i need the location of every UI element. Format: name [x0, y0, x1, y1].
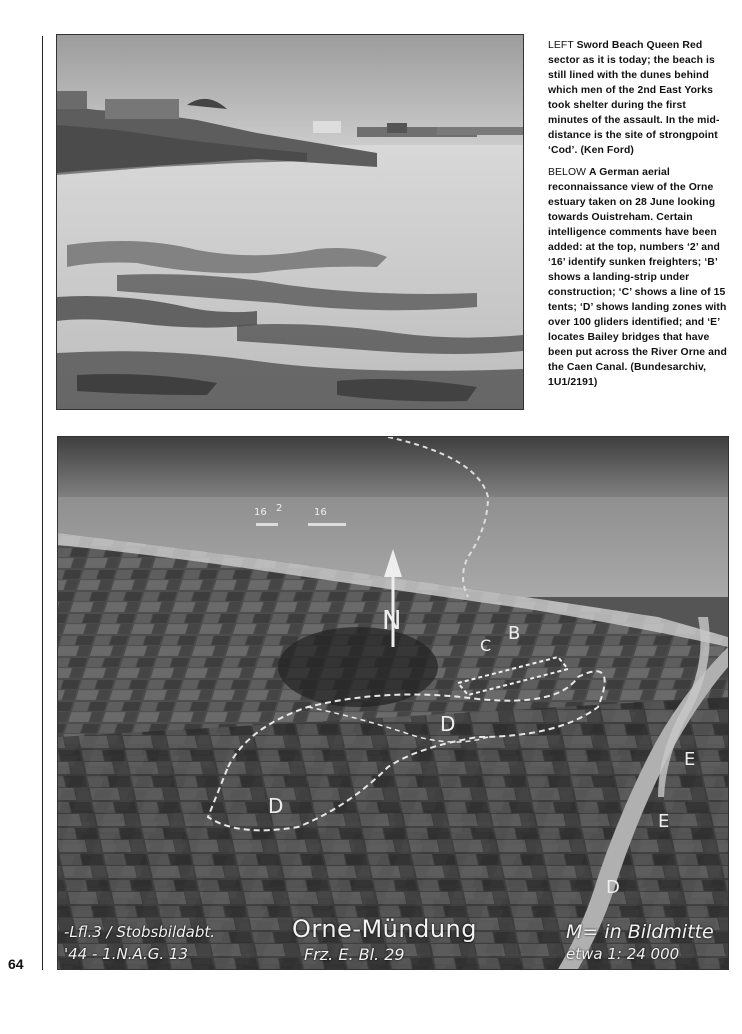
zone-label-c: C — [480, 636, 492, 655]
stamp-middle-line1: Orne-Mündung — [292, 915, 477, 943]
zone-label-d: D — [606, 877, 620, 898]
zone-label-e: E — [658, 811, 670, 832]
caption-text: A German aerial reconnaissance view of the Orne estuary taken on 28 June looking towards Ouistreham. Certain intelligence comments have been added: at the top, numbers ‘2’ and ‘16’ identify sunken freighters; ‘B’ shows a landing-strip under construction; ‘C’ shows a line of 15 tents; ‘D’ shows landing zones with over 100 gliders identified; and ‘E’ locates Bailey bridges that have been put across the River Orne and the Caen Canal. (Bundesarchiv, 1U1/2191) — [548, 167, 727, 388]
caption-text: Sword Beach Queen Red sector as it is today; the beach is still lined with the dunes behind which men of the 2nd East Yorks took shelter during the first minutes of the assault. In the mid-distance is the site of strongpoint ‘Cod’. (Ken Ford) — [548, 40, 720, 156]
north-marker: N — [382, 606, 402, 636]
ship-number: 16 — [314, 507, 327, 518]
stamp-left-line1: -Lfl.3 / Stobsbildabt. — [64, 923, 216, 941]
stamp-left-line2: '44 - 1.N.A.G. 13 — [64, 945, 189, 963]
zone-label-d: D — [440, 712, 456, 736]
page-number: 64 — [8, 956, 24, 972]
stamp-middle-line2: Frz. E. Bl. 29 — [304, 945, 405, 964]
ship-number: 16 — [254, 507, 267, 518]
stamp-right-line2: etwa 1: 24 000 — [566, 945, 680, 963]
aerial-photo-caption — [548, 165, 728, 390]
beach-photo-caption — [548, 38, 728, 158]
margin-rule — [42, 36, 43, 970]
beach-photo — [56, 34, 524, 410]
zone-label-e: E — [684, 749, 696, 770]
ship-number: 2 — [276, 503, 283, 514]
caption-lead: BELOW — [548, 167, 587, 178]
stamp-right-line1: M= in Bildmitte — [566, 921, 714, 943]
zone-label-d: D — [268, 794, 284, 818]
aerial-reconnaissance-photo — [57, 436, 729, 970]
caption-lead: LEFT — [548, 40, 574, 51]
zone-label-b: B — [508, 623, 521, 644]
